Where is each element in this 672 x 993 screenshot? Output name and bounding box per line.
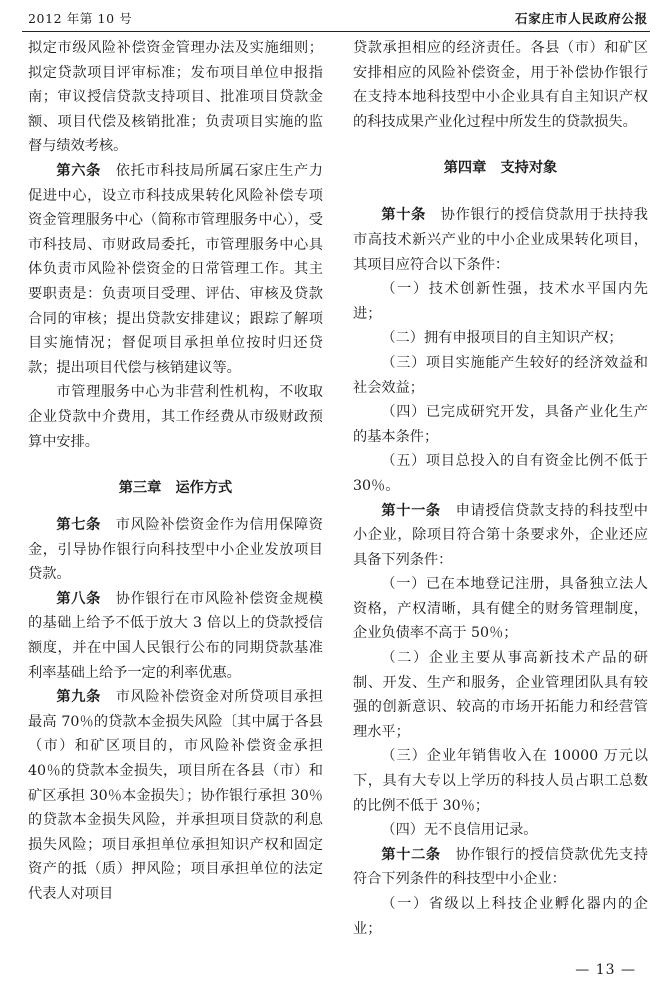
article-title: 第九条: [56, 689, 101, 706]
list-item: （一）已在本地登记注册，具备独立法人资格，产权清晰，具有健全的财务管理制度，企业负债率不高于 50％；: [353, 576, 648, 642]
article-title: 第六条: [56, 162, 101, 179]
left-column: [28, 36, 323, 907]
running-header: [22, 0, 650, 32]
article-text: 依托市科技局所属石家庄生产力促进中心，设立市科技成果转化风险补偿专项资金管理服务中心（简称市管理服务中心），受市科技局、市财政局委托，市管理服务中心具体负责市风险补偿资金的日常管理工作。其主要职责是：负责项目受理、评估、审核及贷款合同的审核；提出贷款安排建议；跟踪了解项目实施情况；督促项目承担单位按时归还贷款；提出项目代偿与核销建议等。: [28, 162, 323, 376]
paragraph: 拟定市级风险补偿资金管理办法及实施细则；拟定贷款项目评审标准；发布项目单位申报指南；审议授信贷款支持项目、批准项目贷款金额、项目代偿及核销批准；负责项目实施的监督与绩效考核。: [28, 40, 323, 155]
article-title: 第十二条: [381, 846, 441, 863]
publication-title: 石家庄市人民政府公报: [514, 11, 648, 26]
list-item: （四）已完成研究开发，具备产业化生产的基本条件；: [353, 404, 648, 445]
article-11: [353, 499, 648, 573]
article-text: 市风险补偿资金对所贷项目承担最高 70％的贷款本金损失风险〔其中属于各县（市）和矿区项目的，市风险补偿资金承担 40％的贷款本金损失，项目所在各县（市）和矿区承担 30％本金损失〕；协作银行承担 30％的贷款本金损失风险，并承担项目贷款的利息损失风险；项目承担单位承担知识产权和固定资产的抵（质）押风险；项目承担单位的法定代表人对项目: [28, 689, 323, 902]
article-6: [28, 159, 323, 380]
article-text: 申请授信贷款支持的科技型中小企业，除项目符合第十条要求外，企业还应具备下列条件：: [353, 502, 648, 568]
list-item: （四）无不良信用记录。: [381, 822, 538, 839]
article-title: 第十一条: [381, 502, 441, 519]
article-text: 协作银行在市风险补偿资金规模的基础上给予不低于放大 3 倍以上的贷款授信额度，并在中国人民银行公布的同期贷款基准利率基础上给予一定的利率优惠。: [28, 590, 323, 681]
article-text: 协作银行的授信贷款用于扶持我市高技术新兴产业的中小企业成果转化项目，其项目应符合以下条件：: [353, 207, 648, 273]
article-12: [353, 843, 648, 892]
article-7: [28, 513, 323, 587]
list-item: （一）省级以上科技企业孵化器内的企业；: [353, 896, 648, 937]
list-item: （三）项目实施能产生较好的经济效益和社会效益；: [353, 354, 648, 396]
list-item: （二）拥有申报项目的自主知识产权；: [381, 330, 623, 347]
issue-label: 2012 年第 10 号: [28, 11, 133, 26]
list-item: （五）项目总投入的自有资金比例不低于 30％。: [353, 453, 648, 494]
paragraph: 贷款承担相应的经济责任。各县（市）和矿区安排相应的风险补偿资金，用于补偿协作银行在支持本地科技型中小企业具有自主知识产权的科技成果产业化过程中所发生的贷款损失。: [353, 40, 648, 130]
article-10: [353, 203, 648, 277]
list-item: （一）技术创新性强，技术水平国内先进；: [353, 281, 648, 322]
paragraph: 市管理服务中心为非营利性机构，不收取企业贷款中介费用，其工作经费从市级财政预算中安排。: [28, 384, 323, 450]
list-item: （二）企业主要从事高新技术产品的研制、开发、生产和服务，企业管理团队具有较强的创新意识、较高的市场开拓能力和经营管理水平；: [353, 650, 648, 740]
list-item: （三）企业年销售收入在 10000 万元以下，具有大专以上学历的科技人员占职工总数的比例不低于 30％；: [353, 748, 648, 814]
article-9: [28, 685, 323, 906]
right-column: [353, 36, 648, 941]
article-text: 市风险补偿资金作为信用保障资金，引导协作银行向科技型中小企业发放项目贷款。: [28, 517, 323, 583]
article-text: 协作银行的授信贷款优先支持符合下列条件的科技型中小企业：: [353, 846, 648, 888]
page-number: — 13 —: [575, 962, 636, 978]
article-title: 第七条: [56, 517, 101, 534]
article-8: [28, 587, 323, 685]
article-title: 第八条: [56, 590, 101, 607]
article-title: 第十条: [381, 207, 426, 224]
chapter-heading: 第三章 运作方式: [118, 480, 233, 497]
chapter-heading: 第四章 支持对象: [443, 160, 558, 177]
